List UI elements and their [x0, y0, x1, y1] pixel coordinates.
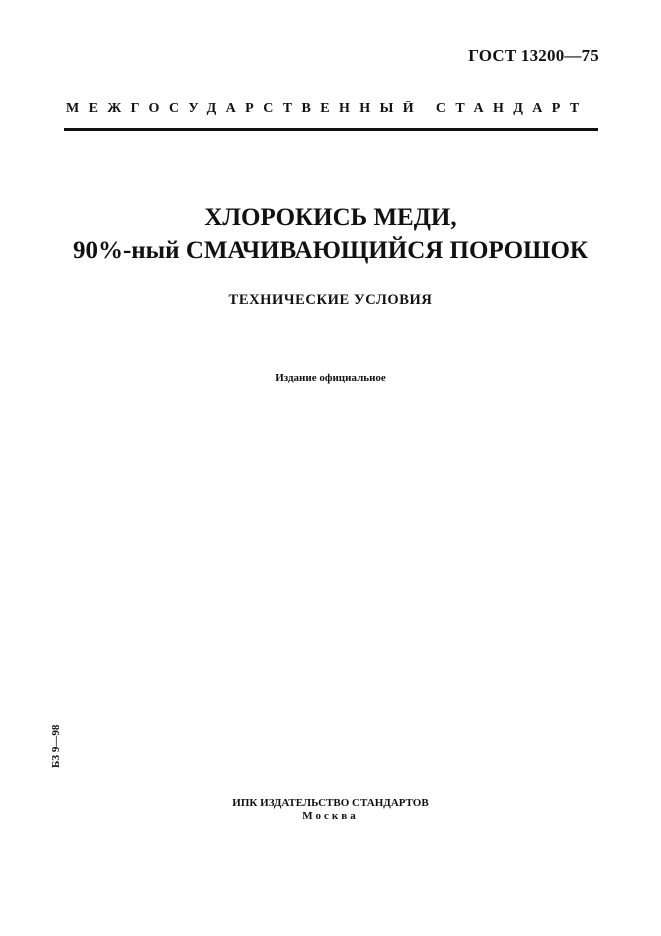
document-title — [0, 201, 661, 267]
header-rule — [64, 128, 598, 131]
publisher-city: Москва — [302, 810, 359, 822]
document-subtitle: ТЕХНИЧЕСКИЕ УСЛОВИЯ — [228, 292, 433, 308]
document-number: ГОСТ 13200—75 — [468, 46, 599, 65]
title-line-1: ХЛОРОКИСЬ МЕДИ, — [204, 204, 457, 231]
standard-type-heading: МЕЖГОСУДАРСТВЕННЫЙ СТАНДАРТ — [66, 101, 589, 116]
side-code: БЗ 9—98 — [50, 724, 62, 768]
title-line-2: 90%-ный СМАЧИВАЮЩИЙСЯ ПОРОШОК — [72, 237, 589, 264]
edition-note: Издание официальное — [275, 372, 386, 384]
publisher-name: ИПК ИЗДАТЕЛЬСТВО СТАНДАРТОВ — [232, 797, 429, 809]
